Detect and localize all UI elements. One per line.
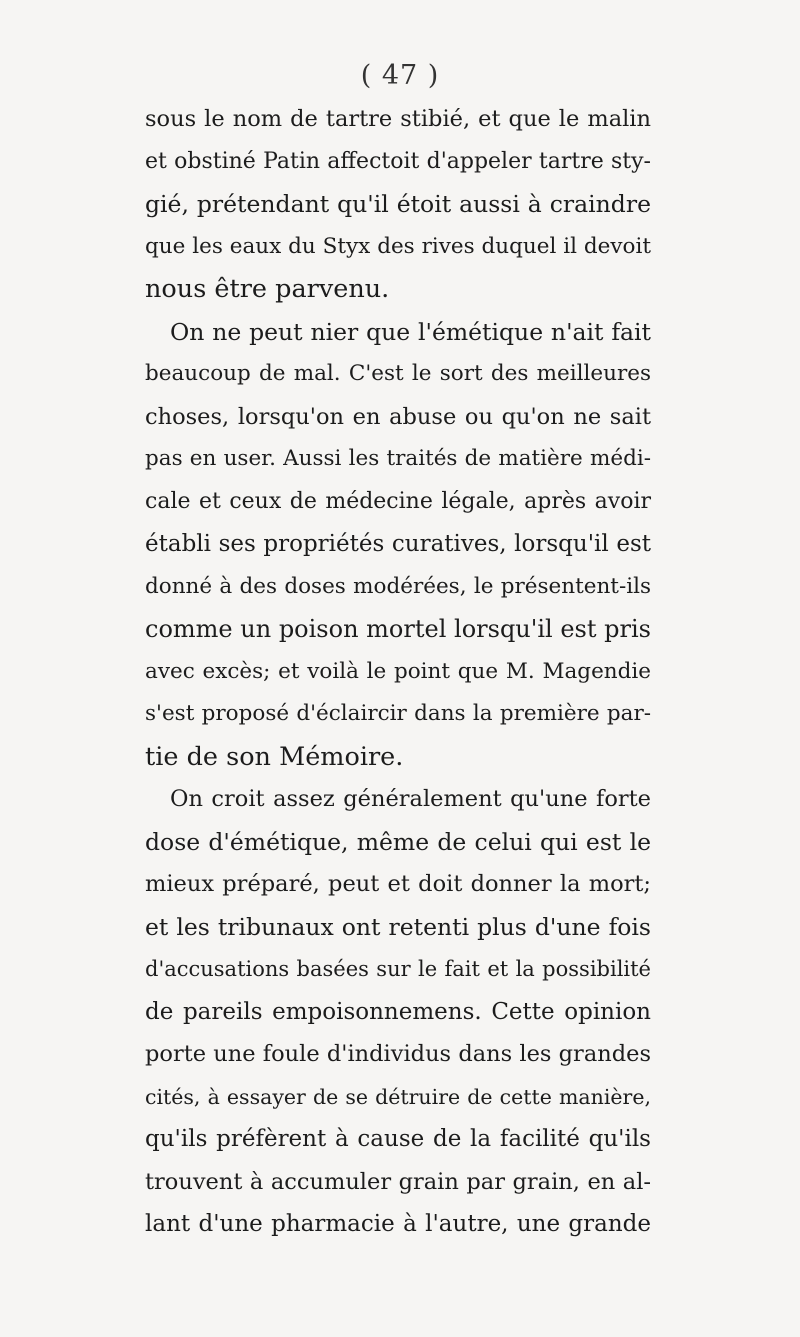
text-line: trouvent à accumuler grain par grain, en al-: [145, 1168, 651, 1195]
text-line: beaucoup de mal. C'est le sort des meilleures: [145, 361, 651, 386]
text-line: établi ses propriétés curatives, lorsqu'il est: [145, 531, 651, 557]
text-line: mieux préparé, peut et doit donner la mort;: [145, 871, 651, 897]
text-line: d'accusations basées sur le fait et la possibilité: [145, 957, 651, 981]
text-line: avec excès; et voilà le point que M. Magendie: [145, 658, 651, 684]
text-line: sous le nom de tartre stibié, et que le malin: [145, 106, 651, 132]
body-text: [145, 98, 651, 1246]
text-line: dose d'émétique, même de celui qui est le: [145, 827, 651, 856]
text-line: s'est proposé d'éclaircir dans la première par-: [145, 701, 651, 726]
text-line: donné à des doses modérées, le présentent-ils: [145, 573, 651, 599]
text-line: gié, prétendant qu'il étoit aussi à craindre: [145, 190, 651, 218]
text-line: tie de son Mémoire.: [145, 741, 404, 772]
text-line: pas en user. Aussi les traités de matière médi-: [145, 446, 651, 471]
text-line: porte une foule d'individus dans les grandes: [145, 1041, 651, 1067]
text-line: qu'ils préfèrent à cause de la facilité qu'ils: [145, 1126, 651, 1152]
text-line: On croit assez généralement qu'une forte: [170, 786, 651, 812]
text-line: cale et ceux de médecine légale, après avoir: [145, 488, 651, 514]
text-line: choses, lorsqu'on en abuse ou qu'on ne sait: [145, 403, 651, 430]
text-line: lant d'une pharmacie à l'autre, une grande: [145, 1211, 651, 1237]
text-line: et obstiné Patin affectoit d'appeler tartre sty-: [145, 148, 651, 174]
text-line: et les tribunaux ont retenti plus d'une fois: [145, 912, 651, 941]
text-line: cités, à essayer de se détruire de cette manière,: [145, 1084, 651, 1109]
text-line: comme un poison mortel lorsqu'il est pris: [145, 615, 651, 643]
text-line: On ne peut nier que l'émétique n'ait fait: [170, 317, 651, 346]
page-number: ( 47 ): [360, 60, 440, 91]
text-line: de pareils empoisonnemens. Cette opinion: [145, 998, 651, 1025]
text-line: que les eaux du Styx des rives duquel il devoit: [145, 233, 651, 259]
text-line: nous être parvenu.: [145, 274, 390, 304]
